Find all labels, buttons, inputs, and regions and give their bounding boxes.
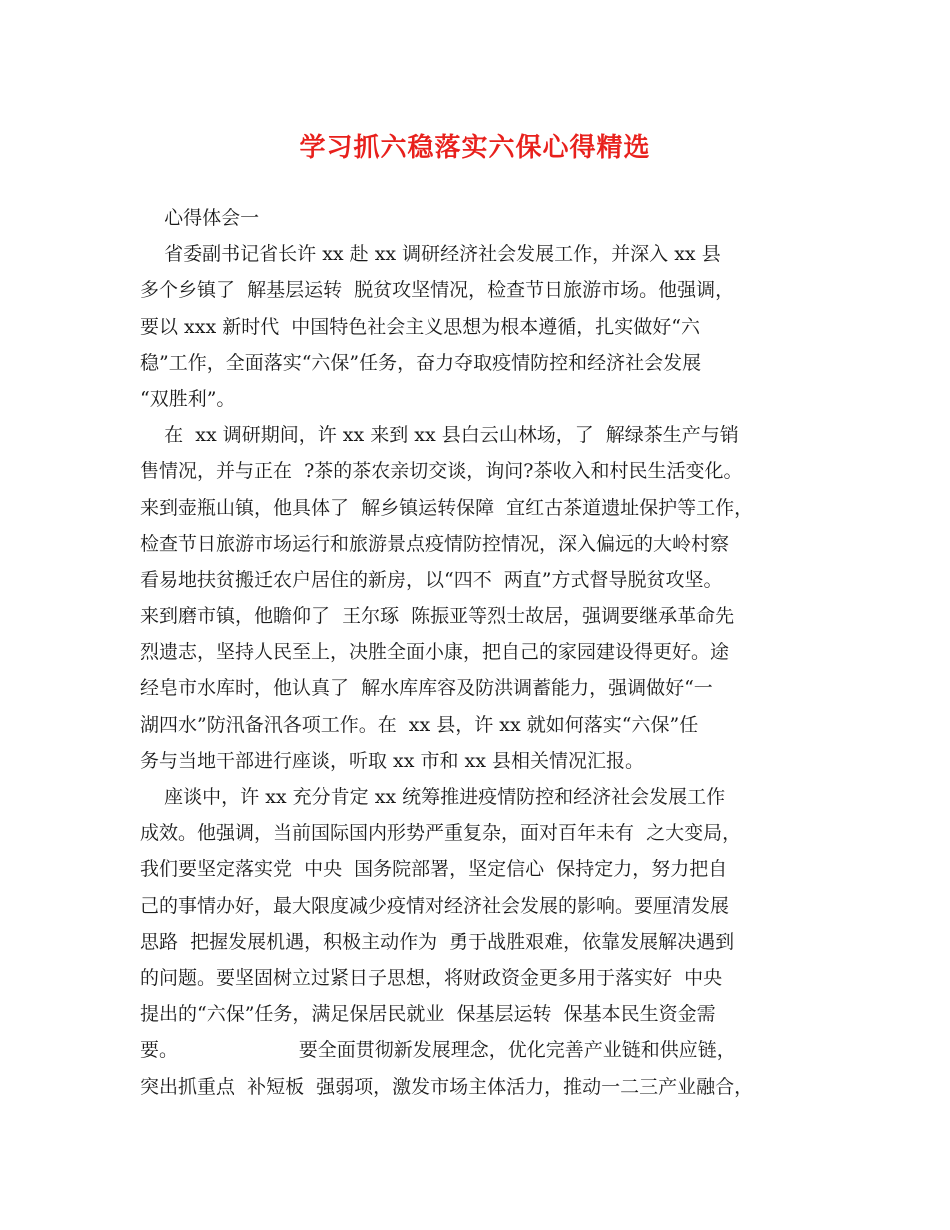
text-line: 在 xx 调研期间，许 xx 来到 xx 县白云山林场，了 解绿茶生产与销 xyxy=(140,424,739,447)
text-line: 座谈中，许 xx 充分肯定 xx 统筹推进疫情防控和经济社会发展工作 xyxy=(140,786,726,808)
text-line: 检查节日旅游市场运行和旅游景点疫情防控情况，深入偏远的大岭村察 xyxy=(140,532,730,555)
text-line: 来到磨市镇，他瞻仰了 王尔琢 陈振亚等烈士故居，强调要继承革命先 xyxy=(140,605,735,628)
text-line: 我们要坚定落实党 中央 国务院部署，坚定信心 保持定力，努力把自 xyxy=(140,858,728,881)
text-line: 来到壶瓶山镇，他具体了 解乡镇运转保障 宜红古茶道遗址保护等工作， xyxy=(140,496,754,519)
text-line: 提出的“六保”任务，满足保居民就业 保基层运转 保基本民生资金需 xyxy=(140,1003,716,1026)
text-line: 要以 xxx 新时代 中国特色社会主义思想为根本遵循，扎实做好“六 xyxy=(140,315,701,338)
text-line: 成效。他强调，当前国际国内形势严重复杂，面对百年未有 之大变局， xyxy=(140,822,742,845)
text-line: 湖四水”防汛备汛各项工作。在 xx 县，许 xx 就如何落实“六保”任 xyxy=(140,713,699,736)
text-line: 售情况，并与正在 ?茶的茶农亲切交谈，询问?茶收入和村民生活变化。 xyxy=(140,460,743,483)
text-line: 务与当地干部进行座谈，听取 xx 市和 xx 县相关情况汇报。 xyxy=(140,749,645,772)
text-line: 省委副书记省长许 xx 赴 xx 调研经济社会发展工作，并深入 xx 县 xyxy=(140,243,721,266)
text-line: 稳”工作，全面落实“六保”任务，奋力夺取疫情防控和经济社会发展 xyxy=(140,351,702,374)
text-line: 己的事情办好，最大限度减少疫情对经济社会发展的影响。要厘清发展 xyxy=(140,894,730,917)
text-line: 的问题。要坚固树立过紧日子思想，将财政资金更多用于落实好 中央 xyxy=(140,966,723,989)
text-line: 多个乡镇了 解基层运转 脱贫攻坚情况，检查节日旅游市场。他强调， xyxy=(140,279,735,302)
text-line: 经皂市水库时，他认真了 解水库库容及防洪调蓄能力，强调做好“一 xyxy=(140,677,713,700)
text-line: 思路 把握发展机遇，积极主动作为 勇于战胜艰难，依靠发展解决遇到 xyxy=(140,930,735,953)
document-body xyxy=(140,200,812,1105)
text-line: “双胜利”。 xyxy=(140,387,236,410)
text-line: 烈遗志，坚持人民至上，决胜全面小康，把自己的家园建设得更好。途 xyxy=(140,641,730,664)
document-title: 学习抓六稳落实六保心得精选 xyxy=(299,133,651,163)
text-line: 心得体会一 xyxy=(140,207,260,229)
text-line: 突出抓重点 补短板 强弱项，激发市场主体活力，推动一二三产业融合， xyxy=(140,1075,754,1098)
text-line: 看易地扶贫搬迁农户居住的新房，以“四不 两直”方式督导脱贫攻坚。 xyxy=(140,568,723,591)
text-line: 要。 要全面贯彻新发展理念，优化完善产业链和供应链， xyxy=(140,1039,736,1062)
